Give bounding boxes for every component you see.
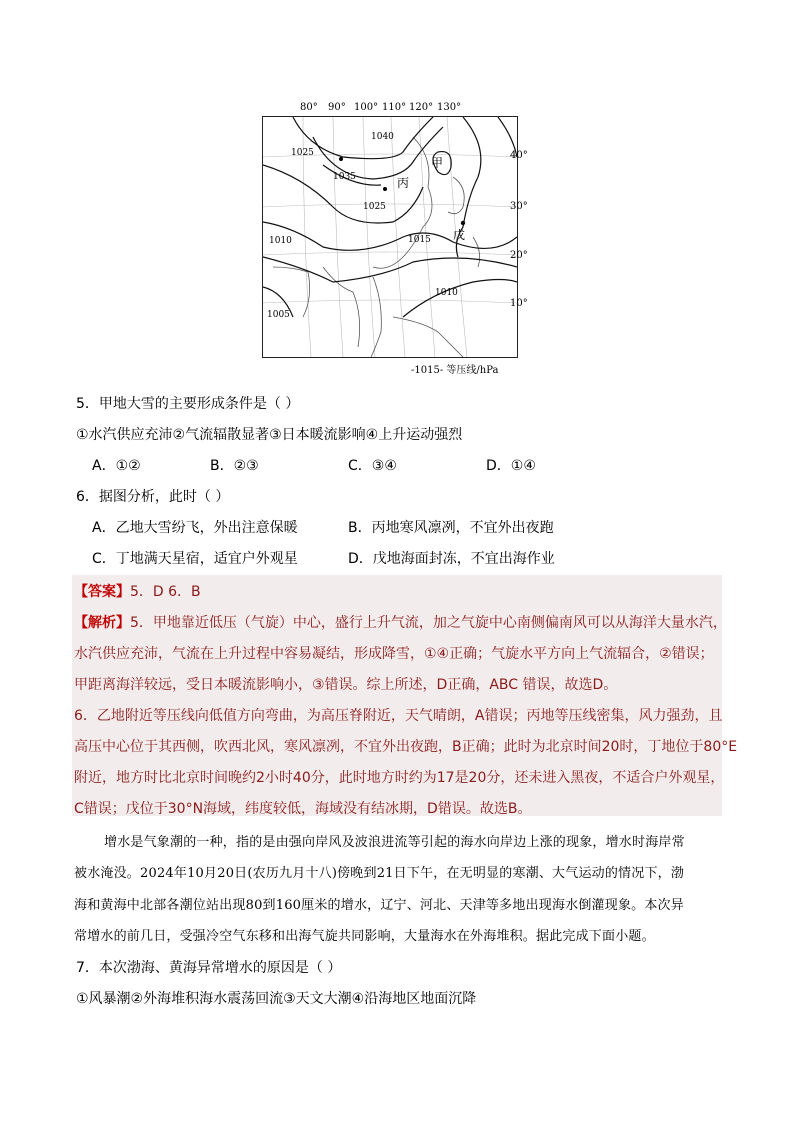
- answer-line: [74, 581, 201, 601]
- isobar-label: 1025: [363, 202, 386, 212]
- lat-label: 30°: [510, 201, 528, 212]
- q6-option-b[interactable]: B．丙地寒风凛冽，不宜外出夜跑: [348, 520, 554, 536]
- q6-option-d[interactable]: D．戊地海面封冻，不宜出海作业: [348, 551, 555, 567]
- answer-text: 5．D 6．B: [130, 584, 201, 600]
- analysis-text: 5．甲地靠近低压（气旋）中心，盛行上升气流，加之气旋中心南侧偏南风可以从海洋大量水汽，: [130, 615, 727, 631]
- q6-option-c[interactable]: C．丁地满天星宿，适宜户外观星: [92, 551, 298, 567]
- lon-label: 100°: [354, 102, 379, 113]
- analysis-line: 附近，地方时比北京时间晚约2小时40分，此时地方时约为17是20分，还未进入黑夜，不适合户外观星，: [74, 770, 725, 786]
- analysis-label: 【解析】: [74, 615, 130, 631]
- answer-label: 【答案】: [74, 584, 130, 600]
- q5-option-a[interactable]: A．①②: [92, 458, 141, 474]
- q5-items: ①水汽供应充沛②气流辐散显著③日本暖流影响④上升运动强烈: [76, 427, 463, 443]
- isobar-label: 1010: [435, 288, 458, 298]
- isobar-label: 1005: [267, 310, 290, 320]
- material-line: 海和黄海中北部各潮位站出现80到160厘米的增水，辽宁、河北、天津等多地出现海水倒灌现象。本次异: [74, 898, 684, 913]
- analysis-line: 甲距离海洋较远，受日本暖流影响小，③错误。综上所述，D正确，ABC 错误，故选D。: [74, 677, 618, 693]
- isobar-label: 1035: [333, 172, 356, 182]
- material-line: 常增水的前几日，受强冷空气东移和出海气旋共同影响，大量海水在外海堆积。据此完成下面小题。: [74, 929, 655, 944]
- q5-option-c[interactable]: C．③④: [348, 458, 397, 474]
- q5-option-d[interactable]: D．①④: [486, 458, 536, 474]
- lat-label: 40°: [510, 150, 528, 161]
- q5-stem: 5．甲地大雪的主要形成条件是（ ）: [76, 396, 300, 412]
- q5-option-b[interactable]: B．②③: [210, 458, 259, 474]
- q6-stem: 6．据图分析，此时（ ）: [76, 489, 230, 505]
- lon-label: 120°: [409, 102, 434, 113]
- lon-label: 90°: [328, 102, 346, 113]
- q7-stem: 7．本次渤海、黄海异常增水的原因是（ ）: [76, 960, 342, 976]
- map-legend: -1015- 等压线/hPa: [411, 365, 499, 376]
- analysis-line: [74, 612, 727, 632]
- place-label-bing: 丙: [397, 176, 410, 190]
- analysis-line: C错误；戊位于30°N海域，纬度较低，海域没有结冰期，D错误。故选B。: [74, 801, 532, 817]
- isobar-label: 1040: [371, 132, 394, 142]
- lon-label: 110°: [382, 102, 407, 113]
- q7-items: ①风暴潮②外海堆积海水震荡回流③天文大潮④沿海地区地面沉降: [76, 991, 477, 1007]
- place-label-wu: 戊: [453, 228, 466, 242]
- place-label-jia: 甲: [431, 156, 444, 170]
- map-drawing: [263, 117, 517, 357]
- analysis-line: 6．乙地附近等压线向低值方向弯曲，为高压脊附近，天气晴朗，A错误；丙地等压线密集，风力强劲，且: [74, 708, 723, 724]
- lon-label: 80°: [300, 102, 318, 113]
- isobar-label: 1025: [291, 148, 314, 158]
- isobar-label: 1010: [269, 236, 292, 246]
- lon-label: 130°: [437, 102, 462, 113]
- analysis-line: 水汽供应充沛，气流在上升过程中容易凝结，形成降雪，①④正确；气旋水平方向上气流辐合，②错误；: [74, 646, 714, 662]
- lat-label: 20°: [510, 250, 528, 261]
- material-line: 增水是气象潮的一种，指的是由强向岸风及波浪进流等引起的海水向岸边上涨的现象，增水时海岸常: [104, 835, 685, 850]
- lat-label: 10°: [510, 298, 528, 309]
- map-frame: [262, 116, 518, 358]
- material-line: 被水淹没。2024年10月20日(农历九月十八)傍晚到21日下午，在无明显的寒潮、大气运动的情况下，渤: [74, 866, 685, 881]
- q6-option-a[interactable]: A．乙地大雪纷飞，外出注意保暖: [92, 520, 298, 536]
- isobar-label: 1015: [408, 235, 431, 245]
- isobar-map: [256, 100, 526, 362]
- analysis-line: 高压中心位于其西侧，吹西北风，寒风凛冽，不宜外出夜跑，B正确；此时为北京时间20时，丁地位于80°E: [74, 739, 738, 755]
